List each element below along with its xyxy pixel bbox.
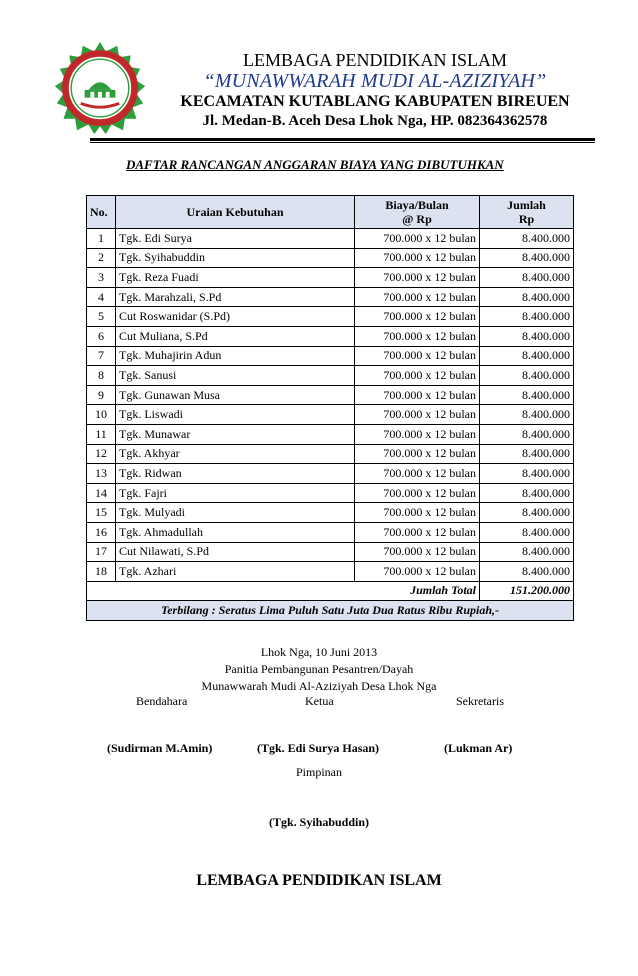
- table-row: [87, 326, 574, 346]
- table-row: [87, 366, 574, 386]
- row-number: 14: [87, 483, 116, 503]
- letterhead-rule-thick: [90, 138, 595, 141]
- letterhead-rule-thin: [90, 142, 595, 143]
- row-number: 7: [87, 346, 116, 366]
- row-amount: 8.400.000: [480, 503, 574, 523]
- header-monthly-cost: [355, 196, 480, 229]
- table-row: [87, 405, 574, 425]
- table-row: [87, 522, 574, 542]
- row-number: 1: [87, 229, 116, 249]
- table-row: [87, 562, 574, 582]
- table-row: [87, 542, 574, 562]
- table-row: [87, 483, 574, 503]
- row-amount: 8.400.000: [480, 248, 574, 268]
- table-row: [87, 464, 574, 484]
- table-row: [87, 503, 574, 523]
- row-number: 8: [87, 366, 116, 386]
- row-number: 5: [87, 307, 116, 327]
- row-description: Tgk. Mulyadi: [116, 503, 355, 523]
- row-description: Cut Muliana, S.Pd: [116, 326, 355, 346]
- signatory-chair: (Tgk. Edi Surya Hasan): [257, 741, 380, 755]
- row-description: Tgk. Sanusi: [116, 366, 355, 386]
- institution-type: LEMBAGA PENDIDIKAN ISLAM: [243, 50, 507, 70]
- institution-logo: [52, 40, 148, 136]
- budget-table-body: [87, 229, 574, 582]
- table-row: [87, 268, 574, 288]
- role-secretary: Sekretaris: [456, 694, 504, 708]
- row-number: 18: [87, 562, 116, 582]
- header-cost-line2: @ Rp: [402, 212, 432, 226]
- header-amount-line2: Rp: [518, 212, 535, 226]
- institution-name: “MUNAWWARAH MUDI AL-AZIZIYAH”: [203, 70, 547, 92]
- table-row: [87, 346, 574, 366]
- row-description: Tgk. Akhyar: [116, 444, 355, 464]
- document-title: DAFTAR RANCANGAN ANGGARAN BIAYA YANG DIBUTUHKAN: [126, 157, 504, 172]
- header-description: Uraian Kebutuhan: [116, 196, 355, 229]
- row-monthly-cost: 700.000 x 12 bulan: [355, 346, 480, 366]
- row-amount: 8.400.000: [480, 444, 574, 464]
- row-amount: 8.400.000: [480, 385, 574, 405]
- row-number: 12: [87, 444, 116, 464]
- row-monthly-cost: 700.000 x 12 bulan: [355, 483, 480, 503]
- role-treasurer: Bendahara: [136, 694, 188, 708]
- total-label: Jumlah Total: [87, 581, 480, 601]
- header-amount-line1: Jumlah: [507, 198, 546, 212]
- row-number: 6: [87, 326, 116, 346]
- row-description: Cut Nilawati, S.Pd: [116, 542, 355, 562]
- row-amount: 8.400.000: [480, 287, 574, 307]
- row-monthly-cost: 700.000 x 12 bulan: [355, 287, 480, 307]
- row-monthly-cost: 700.000 x 12 bulan: [355, 444, 480, 464]
- row-description: Tgk. Liswadi: [116, 405, 355, 425]
- row-monthly-cost: 700.000 x 12 bulan: [355, 385, 480, 405]
- row-monthly-cost: 700.000 x 12 bulan: [355, 522, 480, 542]
- row-monthly-cost: 700.000 x 12 bulan: [355, 424, 480, 444]
- signatory-leader: (Tgk. Syihabuddin): [268, 815, 370, 829]
- row-amount: 8.400.000: [480, 366, 574, 386]
- amount-in-words: Terbilang : Seratus Lima Puluh Satu Juta Dua Ratus Ribu Rupiah,-: [87, 601, 574, 621]
- signatory-treasurer: (Sudirman M.Amin): [107, 741, 213, 755]
- row-amount: 8.400.000: [480, 562, 574, 582]
- header-no: No.: [87, 196, 116, 229]
- row-description: Tgk. Marahzali, S.Pd: [116, 287, 355, 307]
- row-monthly-cost: 700.000 x 12 bulan: [355, 542, 480, 562]
- row-number: 10: [87, 405, 116, 425]
- row-monthly-cost: 700.000 x 12 bulan: [355, 405, 480, 425]
- row-number: 16: [87, 522, 116, 542]
- row-description: Tgk. Ahmadullah: [116, 522, 355, 542]
- role-leader: Pimpinan: [295, 765, 342, 779]
- header-cost-line1: Biaya/Bulan: [385, 198, 449, 212]
- row-amount: 8.400.000: [480, 326, 574, 346]
- row-monthly-cost: 700.000 x 12 bulan: [355, 307, 480, 327]
- committee-name-line1: Panitia Pembangunan Pesantren/Dayah: [224, 662, 414, 676]
- row-description: Tgk. Syihabuddin: [116, 248, 355, 268]
- row-description: Tgk. Muhajirin Adun: [116, 346, 355, 366]
- row-description: Tgk. Ridwan: [116, 464, 355, 484]
- row-description: Tgk. Gunawan Musa: [116, 385, 355, 405]
- table-row: [87, 248, 574, 268]
- row-number: 13: [87, 464, 116, 484]
- row-description: Tgk. Edi Surya: [116, 229, 355, 249]
- row-amount: 8.400.000: [480, 483, 574, 503]
- total-row: [87, 581, 574, 601]
- row-monthly-cost: 700.000 x 12 bulan: [355, 464, 480, 484]
- row-number: 3: [87, 268, 116, 288]
- row-amount: 8.400.000: [480, 542, 574, 562]
- row-number: 2: [87, 248, 116, 268]
- table-row: [87, 444, 574, 464]
- row-monthly-cost: 700.000 x 12 bulan: [355, 326, 480, 346]
- budget-table: [86, 195, 574, 621]
- committee-name-line2: Munawwarah Mudi Al-Aziziyah Desa Lhok Nga: [201, 679, 437, 693]
- row-description: Tgk. Reza Fuadi: [116, 268, 355, 288]
- row-number: 11: [87, 424, 116, 444]
- role-chair: Ketua: [305, 694, 334, 708]
- row-number: 4: [87, 287, 116, 307]
- row-number: 17: [87, 542, 116, 562]
- row-description: Tgk. Fajri: [116, 483, 355, 503]
- row-monthly-cost: 700.000 x 12 bulan: [355, 366, 480, 386]
- row-monthly-cost: 700.000 x 12 bulan: [355, 229, 480, 249]
- header-amount: [480, 196, 574, 229]
- institution-address: Jl. Medan-B. Aceh Desa Lhok Nga, HP. 082364362578: [202, 113, 548, 129]
- row-amount: 8.400.000: [480, 229, 574, 249]
- row-number: 9: [87, 385, 116, 405]
- table-row: [87, 307, 574, 327]
- row-monthly-cost: 700.000 x 12 bulan: [355, 268, 480, 288]
- table-row: [87, 287, 574, 307]
- row-monthly-cost: 700.000 x 12 bulan: [355, 248, 480, 268]
- row-amount: 8.400.000: [480, 464, 574, 484]
- row-amount: 8.400.000: [480, 268, 574, 288]
- row-amount: 8.400.000: [480, 424, 574, 444]
- table-row: [87, 229, 574, 249]
- row-number: 15: [87, 503, 116, 523]
- table-header-row: [87, 196, 574, 229]
- row-description: Tgk. Azhari: [116, 562, 355, 582]
- total-value: 151.200.000: [480, 581, 574, 601]
- row-monthly-cost: 700.000 x 12 bulan: [355, 562, 480, 582]
- row-amount: 8.400.000: [480, 405, 574, 425]
- table-row: [87, 385, 574, 405]
- signatory-secretary: (Lukman Ar): [444, 741, 513, 755]
- place-date: Lhok Nga, 10 Juni 2013: [260, 645, 378, 659]
- row-description: Cut Roswanidar (S.Pd): [116, 307, 355, 327]
- row-amount: 8.400.000: [480, 346, 574, 366]
- row-description: Tgk. Munawar: [116, 424, 355, 444]
- footer-institution-title: LEMBAGA PENDIDIKAN ISLAM: [196, 872, 442, 889]
- row-amount: 8.400.000: [480, 522, 574, 542]
- amount-in-words-row: [87, 601, 574, 621]
- institution-region: KECAMATAN KUTABLANG KABUPATEN BIREUEN: [180, 93, 570, 110]
- row-monthly-cost: 700.000 x 12 bulan: [355, 503, 480, 523]
- row-amount: 8.400.000: [480, 307, 574, 327]
- table-row: [87, 424, 574, 444]
